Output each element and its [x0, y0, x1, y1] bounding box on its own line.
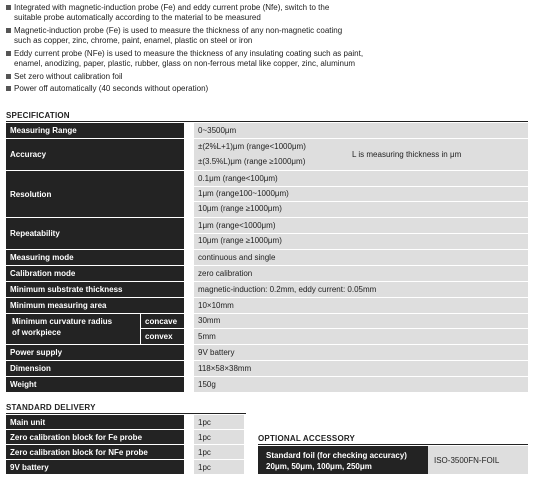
feature-text: Power off automatically (40 seconds without operation) [14, 84, 209, 93]
optional-rule [258, 444, 528, 445]
accuracy-value: ±(2%L+1)μm (range<1000μm) [198, 142, 306, 151]
row-divider [194, 233, 528, 234]
calibration-mode-label: Calibration mode [6, 266, 184, 281]
bullet-icon [6, 74, 11, 79]
optional-code: ISO-3500FN-FOIL [428, 446, 528, 474]
feature-text: enamel, anodizing, paper, plastic, rubber, glass on non-ferrous metal like copper, zinc, aluminum [14, 59, 356, 68]
bullet-icon [6, 28, 11, 33]
feature-text: Set zero without calibration foil [14, 72, 123, 81]
delivery-item: 9V battery [6, 460, 184, 474]
delivery-heading: STANDARD DELIVERY [6, 403, 96, 412]
curvature-cell [194, 314, 528, 344]
delivery-qty: 1pc [194, 430, 244, 444]
bullet-icon [6, 5, 11, 10]
delivery-rule [6, 413, 246, 414]
dimension-value: 118×58×38mm [194, 361, 528, 376]
curvature-label: of workpiece [12, 328, 61, 337]
measuring-range-value: 0~3500μm [194, 123, 528, 138]
concave-label: concave [140, 314, 184, 328]
dimension-label: Dimension [6, 361, 184, 376]
delivery-item: Zero calibration block for Fe probe [6, 430, 184, 444]
repeatability-value: 10μm (range ≥1000μm) [198, 236, 282, 245]
measuring-mode-label: Measuring mode [6, 250, 184, 265]
min-area-value: 10×10mm [194, 298, 528, 313]
power-value: 9V battery [194, 345, 528, 360]
measuring-mode-value: continuous and single [194, 250, 528, 265]
min-substrate-value: magnetic-induction: 0.2mm, eddy current: 0.05mm [194, 282, 528, 297]
feature-text: Eddy current probe (NFe) is used to measure the thickness of any insulating coating such as paint, [14, 49, 364, 58]
delivery-qty: 1pc [194, 460, 244, 474]
convex-label: convex [140, 329, 184, 344]
resolution-value: 1μm (range100~1000μm) [198, 189, 289, 198]
repeatability-label: Repeatability [6, 218, 184, 249]
spec-heading: SPECIFICATION [6, 111, 70, 120]
optional-sizes: 20μm, 50μm, 100μm, 250μm [266, 462, 372, 471]
feature-text: Magnetic-induction probe (Fe) is used to measure the thickness of any non-magnetic coating [14, 26, 343, 35]
weight-label: Weight [6, 377, 184, 392]
accuracy-value: ±(3.5%L)μm (range ≥1000μm) [198, 157, 306, 166]
convex-value: 5mm [198, 332, 216, 341]
delivery-qty: 1pc [194, 445, 244, 459]
spec-rule [6, 121, 528, 122]
calibration-mode-value: zero calibration [194, 266, 528, 281]
resolution-value: 10μm (range ≥1000μm) [198, 204, 282, 213]
feature-text: suitable probe automatically according to the material to be measured [14, 13, 261, 22]
resolution-label: Resolution [6, 171, 184, 217]
min-substrate-label: Minimum substrate thickness [6, 282, 184, 297]
resolution-value: 0.1μm (range<100μm) [198, 174, 278, 183]
accuracy-note: L is measuring thickness in μm [352, 150, 462, 159]
optional-name: Standard foil (for checking accuracy) [266, 451, 407, 460]
optional-heading: OPTIONAL ACCESSORY [258, 434, 356, 443]
bullet-icon [6, 86, 11, 91]
row-divider [194, 201, 528, 202]
min-area-label: Minimum measuring area [6, 298, 184, 313]
power-label: Power supply [6, 345, 184, 360]
feature-text: Integrated with magnetic-induction probe (Fe) and eddy current probe (Nfe), switch to the [14, 3, 330, 12]
bullet-icon [6, 51, 11, 56]
feature-text: such as copper, zinc, chrome, paint, enamel, plastic on steel or iron [14, 36, 253, 45]
measuring-range-label: Measuring Range [6, 123, 184, 138]
delivery-item: Zero calibration block for NFe probe [6, 445, 184, 459]
delivery-qty: 1pc [194, 415, 244, 429]
repeatability-value: 1μm (range<1000μm) [198, 221, 276, 230]
weight-value: 150g [194, 377, 528, 392]
accuracy-label: Accuracy [6, 139, 184, 170]
curvature-label: Minimum curvature radius [12, 317, 113, 326]
row-divider [194, 328, 528, 329]
delivery-item: Main unit [6, 415, 184, 429]
row-divider [194, 186, 528, 187]
concave-value: 30mm [198, 316, 221, 325]
